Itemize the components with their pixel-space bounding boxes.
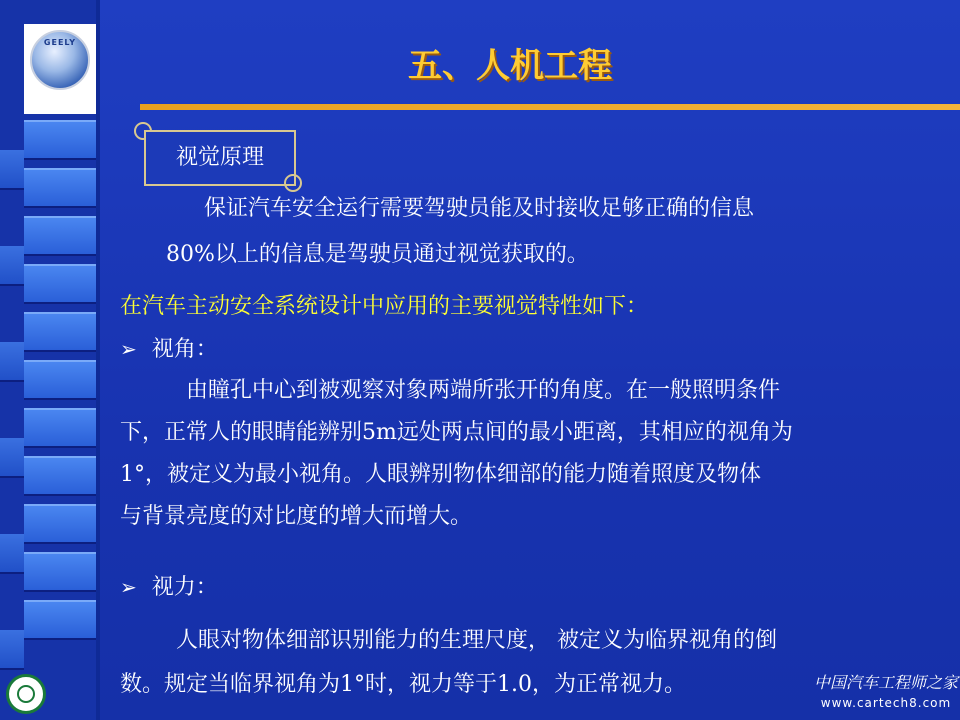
sidebar-tile (24, 600, 96, 640)
paragraph-line: 下，正常人的眼睛能辨别5m远处两点间的最小距离，其相应的视角为 (120, 420, 793, 445)
paragraph-line: 数。规定当临界视角为1°时，视力等于1.0，为正常视力。 (120, 672, 686, 697)
sidebar-tile (0, 438, 24, 478)
sidebar-tile (24, 168, 96, 208)
sidebar-tile (24, 216, 96, 256)
arrow-bullet-icon: ➢ (120, 337, 137, 361)
watermark (812, 672, 960, 716)
sidebar-tile (0, 534, 24, 574)
sidebar-tile (0, 630, 24, 670)
intro-line-1: 保证汽车安全运行需要驾驶员能及时接收足够正确的信息 (204, 196, 755, 221)
sidebar-tile (24, 120, 96, 160)
item-viewing-angle (120, 334, 218, 365)
item-label: 视力： (151, 575, 218, 600)
sidebar-tile (24, 408, 96, 448)
seal-icon (6, 674, 46, 714)
sidebar-tile (24, 504, 96, 544)
paragraph-line: 人眼对物体细部识别能力的生理尺度， 被定义为临界视角的倒 (176, 628, 777, 653)
sidebar-tile (24, 264, 96, 304)
page-title: 五、人机工程 (408, 46, 612, 86)
arrow-bullet-icon: ➢ (120, 575, 137, 599)
paragraph-line: 由瞳孔中心到被观察对象两端所张开的角度。在一般照明条件 (186, 378, 781, 403)
sidebar-tile (0, 246, 24, 286)
sidebar-tile (0, 342, 24, 382)
watermark-url: www.cartech8.com (820, 696, 952, 710)
title-underline (140, 104, 960, 110)
section-scroll (134, 122, 302, 192)
logo-text: GEELY (43, 38, 77, 47)
item-visual-acuity (120, 572, 218, 603)
section-heading: 在汽车主动安全系统设计中应用的主要视觉特性如下： (120, 294, 649, 319)
paragraph-line: 1°，被定义为最小视角。人眼辨别物体细部的能力随着照度及物体 (120, 462, 761, 487)
intro-line-2: 80%以上的信息是驾驶员通过视觉获取的。 (166, 242, 589, 267)
sidebar-tile (24, 360, 96, 400)
sidebar-tile (24, 552, 96, 592)
sidebar-tile (24, 312, 96, 352)
sidebar-tile (0, 150, 24, 190)
sidebar-tile (24, 456, 96, 496)
paragraph-line: 与背景亮度的对比度的增大而增大。 (120, 504, 473, 529)
sidebar-divider (96, 0, 100, 720)
item-label: 视角： (151, 337, 218, 362)
section-label: 视觉原理 (175, 145, 264, 170)
watermark-text: 中国汽车工程师之家 (813, 673, 958, 692)
